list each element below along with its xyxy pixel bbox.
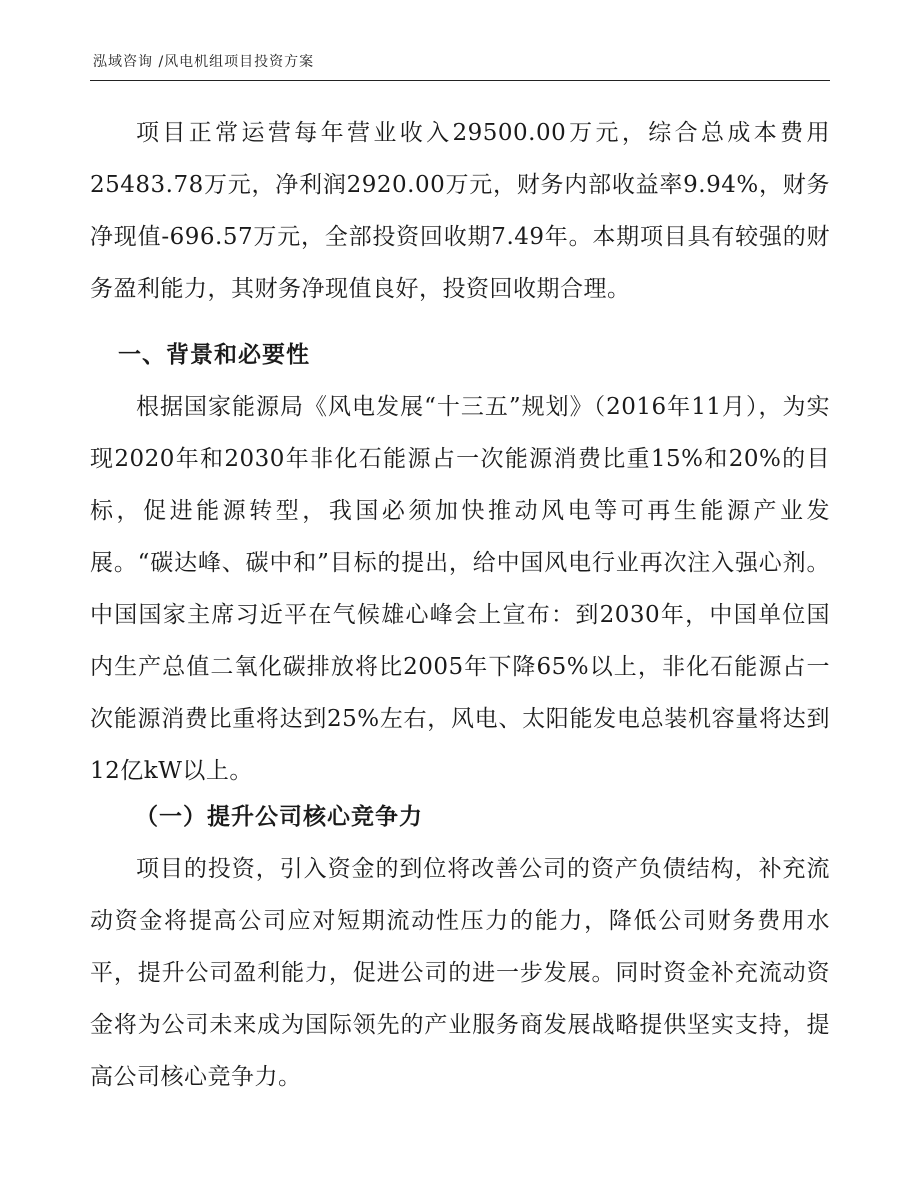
- paragraph-financial-summary: 项目正常运营每年营业收入29500.00万元，综合总成本费用25483.78万元，净利润2920.00万元，财务内部收益率9.94%，财务净现值-696.57万元，全部投资回收期7.49年。本期项目具有较强的财务盈利能力，其财务净现值良好，投资回收期合理。: [90, 120, 830, 302]
- header-divider: [90, 80, 830, 81]
- page-header: 泓域咨询 /风电机组项目投资方案: [93, 54, 315, 70]
- section-heading-background: 一、背景和必要性: [118, 341, 310, 368]
- subsection-heading-competitiveness: （一）提升公司核心竞争力: [135, 803, 423, 830]
- paragraph-competitiveness: 项目的投资，引入资金的到位将改善公司的资产负债结构，补充流动资金将提高公司应对短期流动性压力的能力，降低公司财务费用水平，提升公司盈利能力，促进公司的进一步发展。同时资金补充流动资金将为公司未来成为国际领先的产业服务商发展战略提供坚实支持，提高公司核心竞争力。: [90, 856, 830, 1090]
- paragraph-background: 根据国家能源局《风电发展“十三五”规划》（2016年11月），为实现2020年和2030年非化石能源占一次能源消费比重15%和20%的目标，促进能源转型，我国必须加快推动风电等可再生能源产业发展。“碳达峰、碳中和”目标的提出，给中国风电行业再次注入强心剂。中国国家主席习近平在气候雄心峰会上宣布：到2030年，中国单位国内生产总值二氧化碳排放将比2005年下降65%以上，非化石能源占一次能源消费比重将达到25%左右，风电、太阳能发电总装机容量将达到12亿kW以上。: [90, 394, 830, 784]
